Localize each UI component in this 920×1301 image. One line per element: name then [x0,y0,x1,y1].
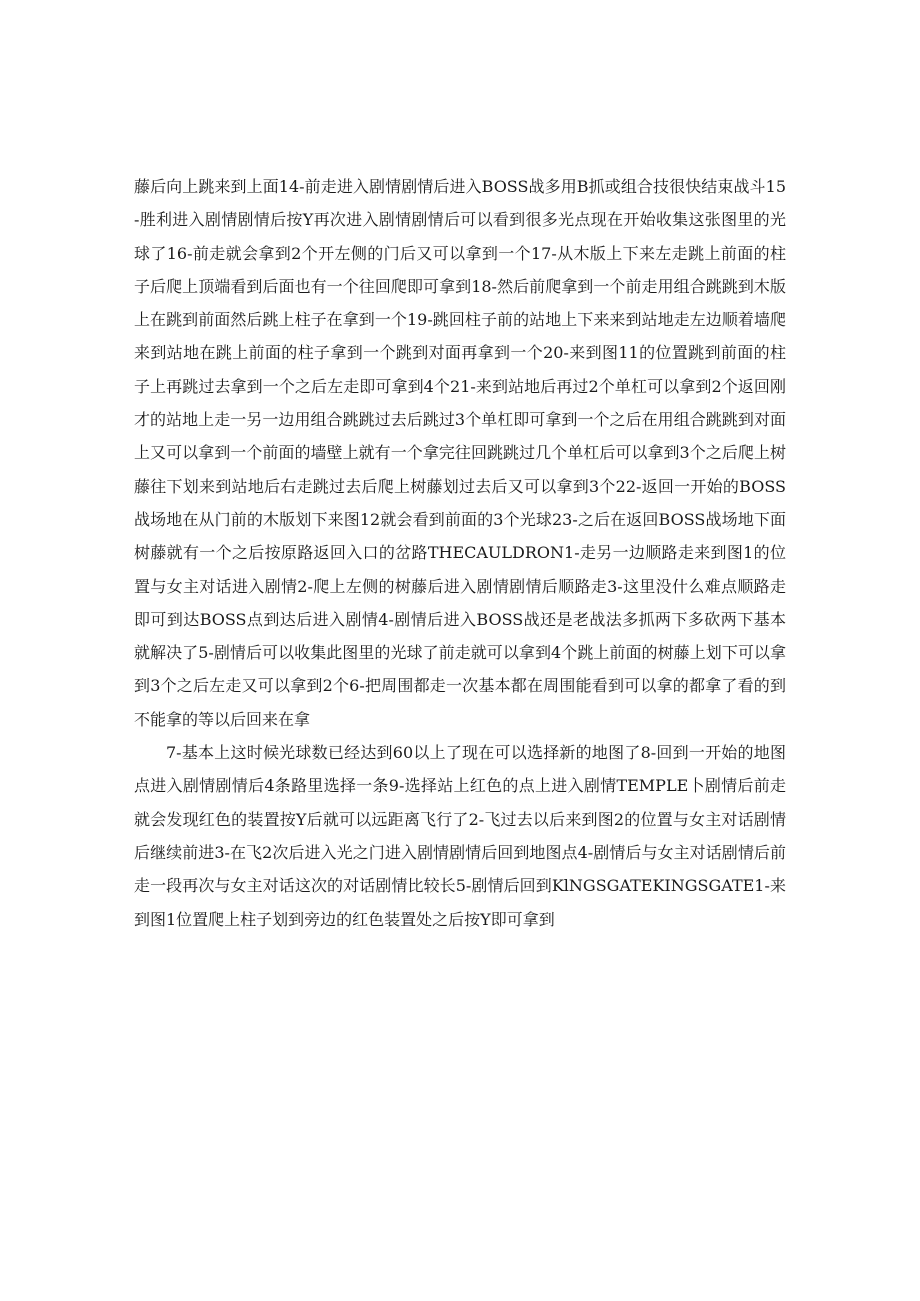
paragraph-2: 7-基本上这时候光球数已经达到60以上了现在可以选择新的地图了8-回到一开始的地图点进入剧情剧情后4条路里选择一条9-选择站上红色的点上进入剧情TEMPLE卜剧情后前走就会发现红色的装置按Y后就可以远距离飞行了2-飞过去以后来到图2的位置与女主对话剧情后继续前进3-在飞2次后进入光之门进入剧情剧情后回到地图点4-剧情后与女主对话剧情后前走一段再次与女主对话这次的对话剧情比较长5-剧情后回到KlNGSGATEKINGSGATE1-来到图1位置爬上柱子划到旁边的红色装置处之后按Y即可拿到 [134,743,786,929]
paragraph-1: 藤后向上跳来到上面14-前走进入剧情剧情后进入BOSS战多用B抓或组合技很快结束战斗15-胜利进入剧情剧情后按Y再次进入剧情剧情后可以看到很多光点现在开始收集这张图里的光球了16-前走就会拿到2个开左侧的门后又可以拿到一个17-从木版上下来左走跳上前面的柱子后爬上顶端看到后面也有一个往回爬即可拿到18-然后前爬拿到一个前走用组合跳跳到木版上在跳到前面然后跳上柱子在拿到一个19-跳回柱子前的站地上下来来到站地走左边顺着墙爬来到站地在跳上前面的柱子拿到一个跳到对面再拿到一个20-来到图11的位置跳到前面的柱子上再跳过去拿到一个之后左走即可拿到4个21-来到站地后再过2个单杠可以拿到2个返回刚才的站地上走一另一边用组合跳跳过去后跳过3个单杠即可拿到一个之后在用组合跳跳到对面上又可以拿到一个前面的墙壁上就有一个拿完往回跳跳过几个单杠后可以拿到3个之后爬上树藤往下划来到站地后右走跳过去后爬上树藤划过去后又可以拿到3个22-返回一开始的BOSS战场地在从门前的木版划下来图12就会看到前面的3个光球23-之后在返回BOSS战场地下面树藤就有一个之后按原路返回入口的岔路THECAULDRON1-走另一边顺路走来到图1的位置与女主对话进入剧情2-爬上左侧的树藤后进入剧情剧情后顺路走3-这里没什么难点顺路走即可到达BOSS点到达后进入剧情4-剧情后进入BOSS战还是老战法多抓两下多砍两下基本就解决了5-剧情后可以收集此图里的光球了前走就可以拿到4个跳上前面的树藤上划下可以拿到3个之后左走又可以拿到2个6-把周围都走一次基本都在周围能看到可以拿的都拿了看的到不能拿的等以后回来在拿 [134,177,786,729]
document-body [134,170,786,936]
